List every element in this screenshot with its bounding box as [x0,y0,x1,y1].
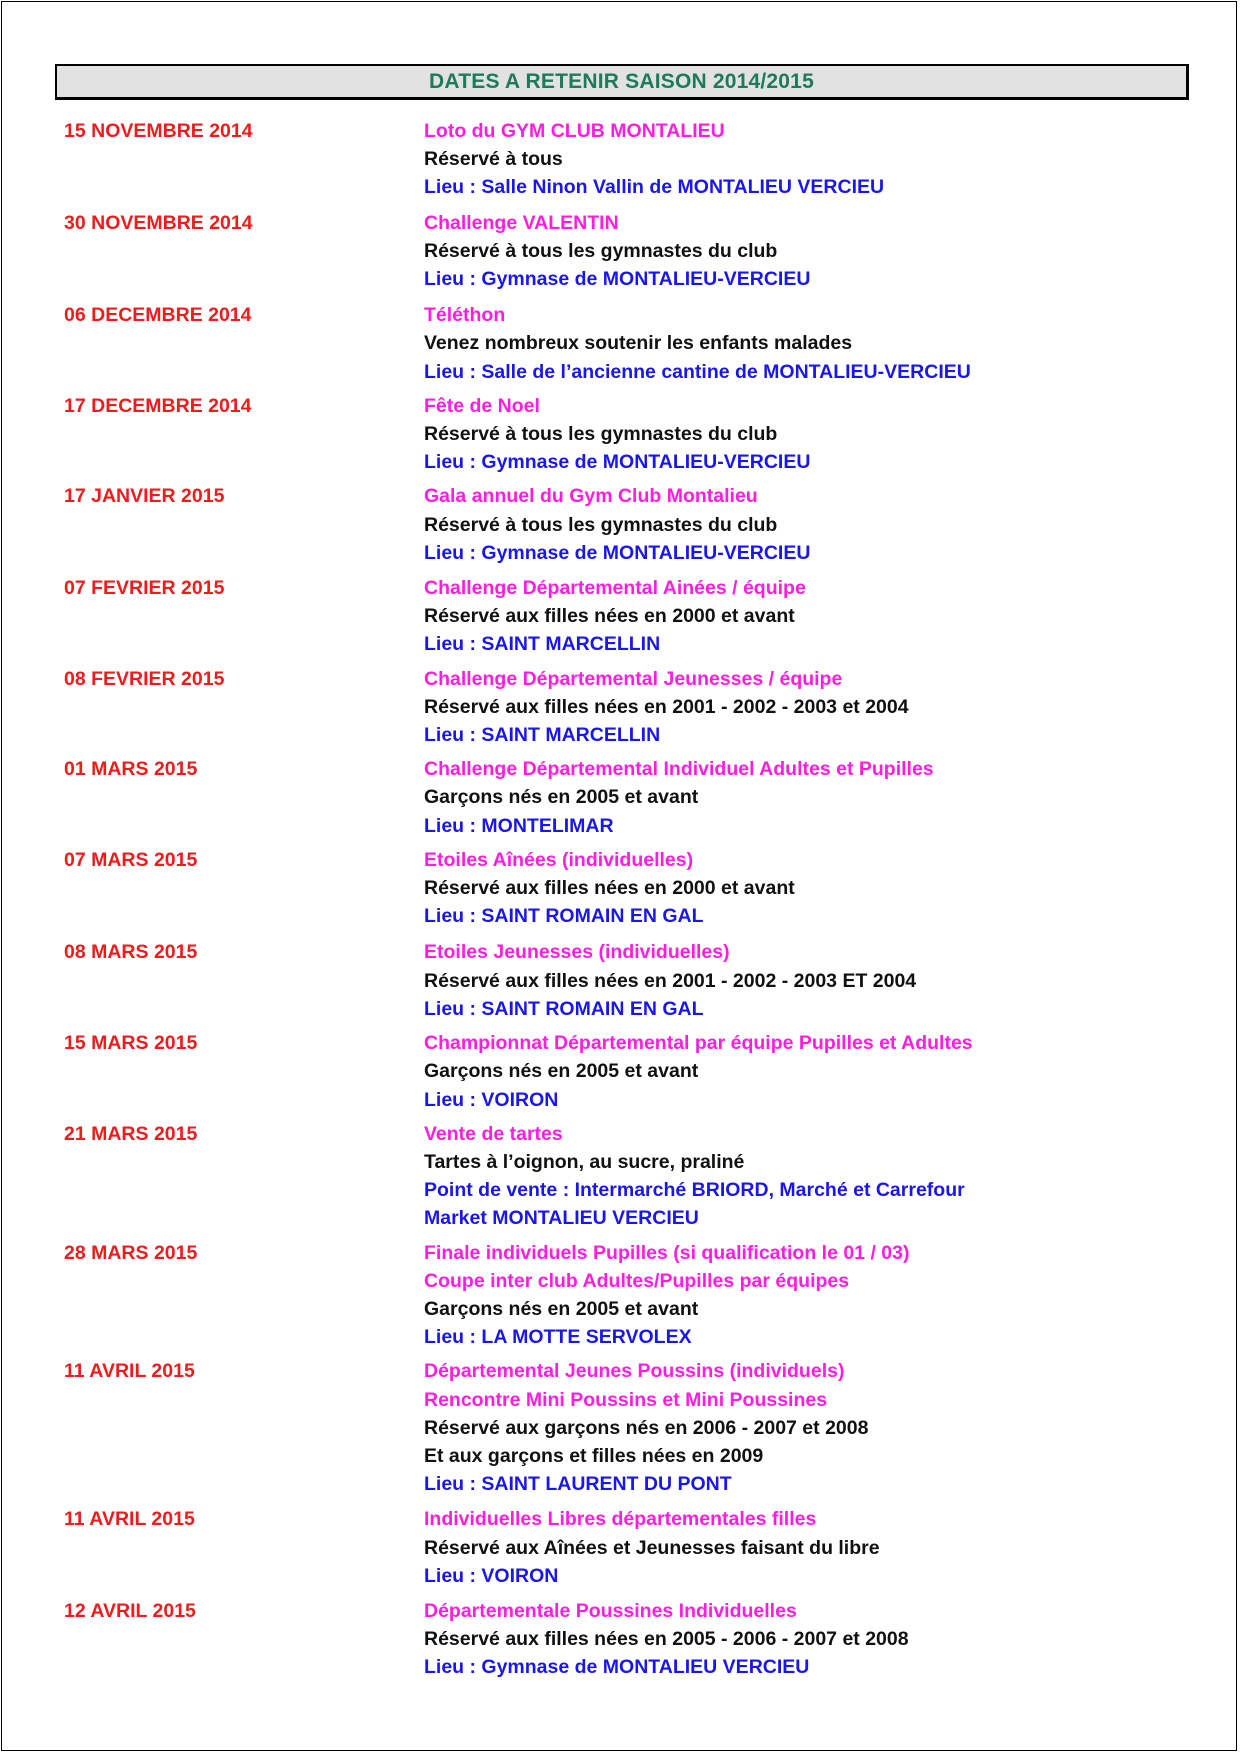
event-details [424,482,1214,567]
event-location: Lieu : LA MOTTE SERVOLEX [424,1326,692,1349]
event-row [0,1505,1240,1590]
event-date: 17 JANVIER 2015 [64,485,225,508]
event-details [424,1597,1214,1682]
event-details [424,755,1214,840]
event-description: Réservé aux filles nées en 2001 - 2002 - 2003 et 2004 [424,695,909,718]
page-title: DATES A RETENIR SAISON 2014/2015 [55,64,1189,100]
event-date: 01 MARS 2015 [64,758,198,781]
event-row [0,1597,1240,1682]
event-location: Lieu : SAINT ROMAIN EN GAL [424,997,704,1020]
event-location: Lieu : SAINT MARCELLIN [424,633,661,656]
event-row [0,938,1240,1023]
event-location: Lieu : SAINT ROMAIN EN GAL [424,905,704,928]
event-details [424,1239,1214,1352]
event-date: 17 DECEMBRE 2014 [64,394,252,417]
event-date: 07 FEVRIER 2015 [64,577,225,600]
event-title: Coupe inter club Adultes/Pupilles par équipes [424,1269,850,1292]
event-date: 11 AVRIL 2015 [64,1360,195,1383]
event-details [424,665,1214,750]
event-location: Lieu : Gymnase de MONTALIEU VERCIEU [424,1656,810,1679]
event-description: Réservé aux filles nées en 2001 - 2002 - 2003 ET 2004 [424,969,917,992]
event-details [424,117,1214,202]
event-description: Tartes à l’oignon, au sucre, praliné [424,1150,745,1173]
event-row [0,755,1240,840]
event-location: Lieu : Salle Ninon Vallin de MONTALIEU VERCIEU [424,176,885,199]
event-details [424,209,1214,294]
event-description: Réservé aux filles nées en 2005 - 2006 - 2007 et 2008 [424,1628,909,1651]
event-date: 15 MARS 2015 [64,1032,198,1055]
event-title: Challenge Départemental Jeunesses / équipe [424,667,843,690]
event-title: Gala annuel du Gym Club Montalieu [424,485,758,508]
event-date: 08 MARS 2015 [64,941,198,964]
event-title: Challenge Départemental Individuel Adultes et Pupilles [424,758,934,781]
event-details [424,1505,1214,1590]
event-row [0,665,1240,750]
event-location: Lieu : Gymnase de MONTALIEU-VERCIEU [424,451,811,474]
event-date: 15 NOVEMBRE 2014 [64,120,253,142]
event-title: Vente de tartes [424,1122,563,1145]
event-title: Départementale Poussines Individuelles [424,1599,797,1622]
event-row [0,209,1240,294]
event-description: Réservé aux Aînées et Jeunesses faisant du libre [424,1536,880,1559]
event-row [0,301,1240,386]
event-title: Fête de Noel [424,394,540,417]
event-description: Garçons nés en 2005 et avant [424,786,699,809]
event-location: Point de vente : Intermarché BRIORD, Marché et Carrefour [424,1179,965,1202]
event-date: 28 MARS 2015 [64,1241,198,1264]
events-list [0,111,1240,1682]
event-row [0,482,1240,567]
event-description: Réservé à tous les gymnastes du club [424,423,778,446]
event-date: 30 NOVEMBRE 2014 [64,211,253,234]
event-location: Lieu : VOIRON [424,1564,559,1587]
event-title: Individuelles Libres départementales filles [424,1508,817,1531]
event-details [424,392,1214,477]
event-description: Réservé aux garçons nés en 2006 - 2007 et 2008 [424,1416,869,1439]
event-date: 21 MARS 2015 [64,1122,198,1145]
event-details [424,1120,1214,1233]
event-row [0,1029,1240,1114]
event-title: Loto du GYM CLUB MONTALIEU [424,120,725,142]
event-row [0,1357,1240,1498]
event-title: Etoiles Aînées (individuelles) [424,848,694,871]
event-title: Etoiles Jeunesses (individuelles) [424,941,730,964]
event-location: Lieu : Gymnase de MONTALIEU-VERCIEU [424,541,811,564]
event-title: Championnat Départemental par équipe Pupilles et Adultes [424,1032,973,1055]
event-details [424,574,1214,659]
event-row [0,392,1240,477]
event-row [0,574,1240,659]
event-details [424,846,1214,931]
event-description: Réservé aux filles nées en 2000 et avant [424,605,795,628]
event-title: Départemental Jeunes Poussins (individuels) [424,1360,845,1383]
event-row [0,117,1240,202]
event-description: Garçons nés en 2005 et avant [424,1060,699,1083]
event-row [0,1120,1240,1233]
event-location: Lieu : SAINT MARCELLIN [424,724,661,747]
event-location: Lieu : Salle de l’ancienne cantine de MONTALIEU-VERCIEU [424,360,971,383]
event-row [0,1239,1240,1352]
event-description: Garçons nés en 2005 et avant [424,1297,699,1320]
event-date: 12 AVRIL 2015 [64,1599,196,1622]
event-date: 08 FEVRIER 2015 [64,667,225,690]
event-description: Venez nombreux soutenir les enfants malades [424,332,853,355]
event-date: 11 AVRIL 2015 [64,1508,195,1531]
event-description: Réservé à tous les gymnastes du club [424,239,778,262]
event-title: Challenge VALENTIN [424,211,619,234]
event-details [424,301,1214,386]
event-location: Market MONTALIEU VERCIEU [424,1207,699,1230]
event-details [424,1029,1214,1114]
event-description: Réservé à tous les gymnastes du club [424,513,778,536]
event-location: Lieu : SAINT LAURENT DU PONT [424,1473,732,1496]
event-details [424,1357,1214,1498]
event-details [424,938,1214,1023]
event-row [0,846,1240,931]
event-title: Téléthon [424,304,506,327]
event-description: Et aux garçons et filles nées en 2009 [424,1444,764,1467]
event-date: 06 DECEMBRE 2014 [64,304,252,327]
event-description: Réservé à tous [424,148,563,171]
event-date: 07 MARS 2015 [64,848,198,871]
event-title: Rencontre Mini Poussins et Mini Poussines [424,1388,828,1411]
event-title: Challenge Départemental Ainées / équipe [424,577,806,600]
event-title: Finale individuels Pupilles (si qualification le 01 / 03) [424,1241,910,1264]
event-description: Réservé aux filles nées en 2000 et avant [424,877,795,900]
event-location: Lieu : Gymnase de MONTALIEU-VERCIEU [424,268,811,291]
event-location: Lieu : MONTELIMAR [424,814,614,837]
event-location: Lieu : VOIRON [424,1088,559,1111]
